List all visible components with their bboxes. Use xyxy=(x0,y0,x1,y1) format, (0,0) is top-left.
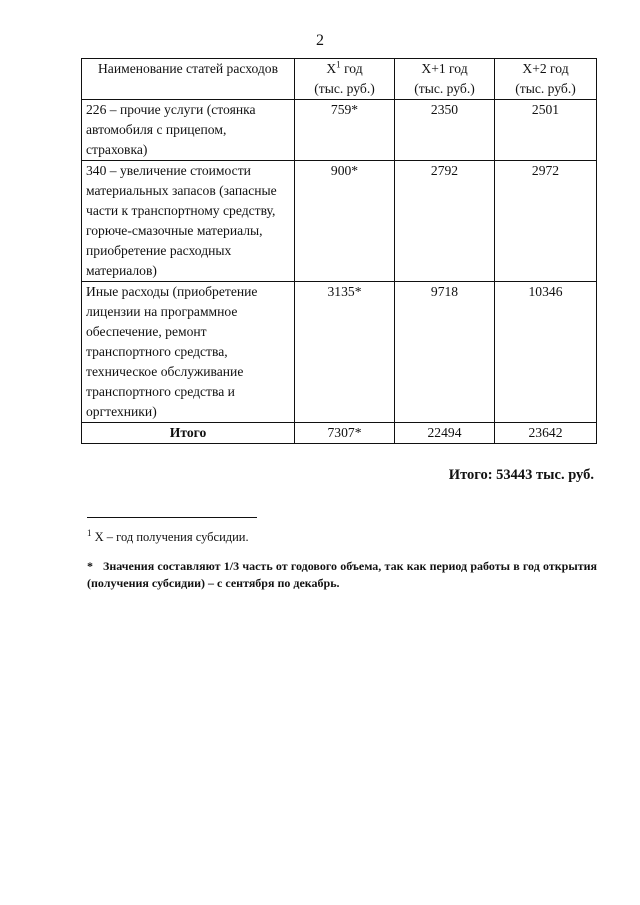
header-year-x-suffix: год xyxy=(340,61,363,76)
footnote-2-mark: * xyxy=(87,559,93,573)
header-year-x1 xyxy=(395,59,495,100)
footnote-2 xyxy=(87,558,597,592)
row-name: 340 – увеличение стоимости материальных запасов (запасные части к транспортному средству, горюче-смазочные материалы, приобретение расходных материалов) xyxy=(82,161,295,282)
page-number: 2 xyxy=(316,32,324,49)
footnote-1 xyxy=(87,527,597,545)
expenses-table xyxy=(81,58,597,444)
header-year-x2-label: X+2 год xyxy=(522,61,569,76)
footnote-divider xyxy=(87,517,257,518)
row-value-x2: 10346 xyxy=(495,282,597,423)
total-value-x: 7307* xyxy=(295,423,395,444)
header-year-x1-unit: (тыс. руб.) xyxy=(414,81,475,96)
table-row xyxy=(82,282,597,423)
row-value-x2: 2972 xyxy=(495,161,597,282)
footnote-1-mark: 1 xyxy=(87,527,92,538)
row-value-x2: 2501 xyxy=(495,100,597,161)
table-row xyxy=(82,100,597,161)
header-year-x-prefix: X xyxy=(326,61,337,76)
total-value-x1: 22494 xyxy=(395,423,495,444)
row-value-x: 3135* xyxy=(295,282,395,423)
header-year-x-footnote-mark: 1 xyxy=(336,59,341,70)
row-value-x1: 2792 xyxy=(395,161,495,282)
row-name: Иные расходы (приобретение лицензии на программное обеспечение, ремонт транспортного средства, техническое обслуживание транспортного средства и оргтехники) xyxy=(82,282,295,423)
total-label: Итого xyxy=(82,423,295,444)
row-name: 226 – прочие услуги (стоянка автомобиля с прицепом, страховка) xyxy=(82,100,295,161)
grand-total: Итого: 53443 тыс. руб. xyxy=(448,467,594,483)
header-name xyxy=(82,59,295,100)
table-total-row xyxy=(82,423,597,444)
row-value-x: 759* xyxy=(295,100,395,161)
total-value-x2: 23642 xyxy=(495,423,597,444)
row-value-x: 900* xyxy=(295,161,395,282)
header-year-x-unit: (тыс. руб.) xyxy=(314,81,375,96)
header-year-x1-label: X+1 год xyxy=(421,61,468,76)
header-year-x xyxy=(295,59,395,100)
footnote-2-text: Значения составляют 1/3 часть от годового объема, так как период работы в год открытия (получения субсидии) – с сентября по декабрь. xyxy=(87,559,597,590)
table-header-row xyxy=(82,59,597,100)
table-row xyxy=(82,161,597,282)
row-value-x1: 9718 xyxy=(395,282,495,423)
header-name-label: Наименование статей расходов xyxy=(97,61,279,76)
row-value-x1: 2350 xyxy=(395,100,495,161)
footnote-1-text: X – год получения субсидии. xyxy=(91,530,249,544)
header-year-x2 xyxy=(495,59,597,100)
header-year-x2-unit: (тыс. руб.) xyxy=(515,81,576,96)
